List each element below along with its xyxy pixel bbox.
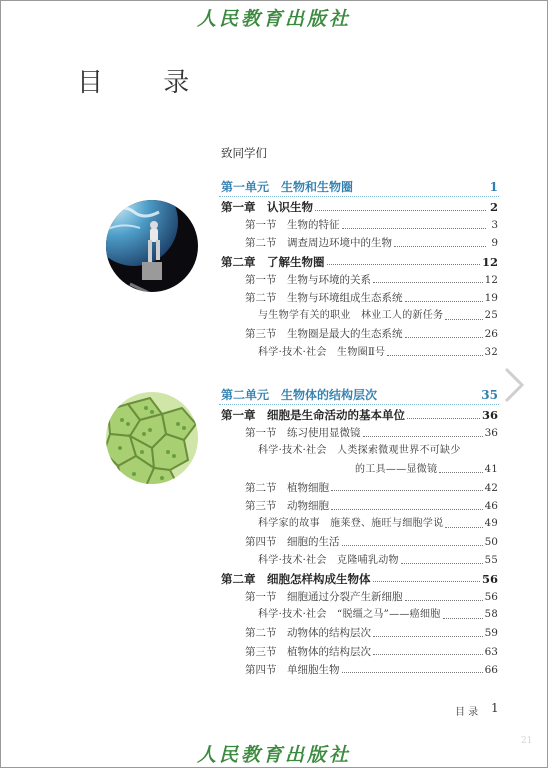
toc-section[interactable] xyxy=(245,535,498,549)
toc-entry-page: 26 xyxy=(484,328,498,341)
toc-feature[interactable] xyxy=(258,608,498,622)
unit-heading[interactable] xyxy=(221,180,498,194)
toc-entry-label: 第三节 植物体的结构层次 xyxy=(245,645,371,658)
greeting-entry: 致同学们 xyxy=(221,146,267,160)
toc-entry-label: 第四节 细胞的生活 xyxy=(245,536,340,549)
toc-feature[interactable] xyxy=(355,463,498,477)
toc-entry-label: 第二章 细胞怎样构成生物体 xyxy=(221,571,371,586)
toc-chapter[interactable] xyxy=(221,200,498,214)
toc-feature[interactable] xyxy=(258,554,498,568)
leader-dots xyxy=(387,355,482,356)
toc-section[interactable] xyxy=(245,273,498,287)
toc-entry-label: 第二节 植物细胞 xyxy=(245,481,329,494)
leader-dots xyxy=(394,246,486,247)
toc-entry-page: 25 xyxy=(484,310,498,322)
page-title: 目 录 xyxy=(77,68,216,98)
toc-section[interactable] xyxy=(245,590,498,604)
toc-entry-page: 55 xyxy=(484,554,498,566)
leader-dots xyxy=(327,264,480,265)
toc-entry-page: 32 xyxy=(484,346,498,358)
leader-dots xyxy=(405,301,483,302)
toc-entry-label: 第四节 单细胞生物 xyxy=(245,663,340,676)
toc-section[interactable] xyxy=(245,626,498,640)
toc-entry-label: 科学·技术·社会 人类探索微观世界不可缺少 xyxy=(258,445,461,457)
plant-cells-illustration xyxy=(104,390,200,486)
toc-feature[interactable] xyxy=(258,309,498,323)
leader-dots xyxy=(401,563,483,564)
toc-feature[interactable] xyxy=(258,517,498,531)
toc-feature[interactable] xyxy=(258,346,498,360)
toc-entry-page: 58 xyxy=(484,609,498,621)
toc-section[interactable] xyxy=(245,291,498,305)
toc-entry-label: 第一节 生物的特征 xyxy=(245,219,340,232)
leader-dots xyxy=(342,228,487,229)
toc-section[interactable] xyxy=(245,645,498,659)
toc-entry-page: 66 xyxy=(484,663,498,676)
toc-section[interactable] xyxy=(245,426,498,440)
toc-entry-label: 科学·技术·社会 生物圈Ⅱ号 xyxy=(258,346,386,358)
toc-section[interactable] xyxy=(245,327,498,341)
toc-chapter[interactable] xyxy=(221,572,498,586)
unit-page: 1 xyxy=(489,180,498,194)
toc-entry-page: 19 xyxy=(484,292,498,304)
toc-section[interactable] xyxy=(245,236,498,250)
toc-entry-label: 科学·技术·社会 “脱缰之马”——癌细胞 xyxy=(258,609,441,621)
unit-title: 第二单元 生物体的结构层次 xyxy=(221,388,378,402)
toc-entry-page: 63 xyxy=(484,645,498,658)
toc-section[interactable] xyxy=(245,218,498,232)
toc-entry-page: 2 xyxy=(489,200,498,214)
toc-entry-label: 第一节 生物与环境的关系 xyxy=(245,273,371,286)
unit-page: 35 xyxy=(481,388,498,402)
unit-divider xyxy=(219,196,499,197)
toc-section[interactable] xyxy=(245,663,498,677)
toc-entry-label: 第三节 动物细胞 xyxy=(245,500,329,512)
toc-entry-label: 第二节 动物体的结构层次 xyxy=(245,627,371,640)
toc-chapter[interactable] xyxy=(221,408,498,422)
leader-dots xyxy=(373,636,483,637)
leader-dots xyxy=(405,337,483,338)
toc-entry-label: 第一节 细胞通过分裂产生新细胞 xyxy=(245,591,403,603)
leader-dots xyxy=(445,319,482,320)
toc-entry-page: 56 xyxy=(481,571,498,586)
leader-dots xyxy=(405,600,483,601)
toc-entry-label: 第一章 细胞是生命活动的基本单位 xyxy=(221,408,405,422)
toc-section[interactable] xyxy=(245,481,498,495)
toc-entry-page: 41 xyxy=(484,463,498,475)
leader-dots xyxy=(373,581,480,582)
toc-entry-label: 的工具——显微镜 xyxy=(355,463,438,475)
publisher-logo-top: 人民教育出版社 xyxy=(196,8,351,30)
leader-dots xyxy=(445,527,482,528)
unit-heading[interactable] xyxy=(221,388,498,402)
toc-entry-page: 46 xyxy=(484,500,498,512)
unit-title: 第一单元 生物和生物圈 xyxy=(221,180,354,194)
footer-page-number: 1 xyxy=(491,701,499,715)
toc-entry-label: 第二节 调查周边环境中的生物 xyxy=(245,237,392,250)
leader-dots xyxy=(363,436,483,437)
leader-dots xyxy=(443,618,483,619)
leader-dots xyxy=(373,282,483,283)
toc-section[interactable] xyxy=(245,499,498,513)
toc-entry-page: 50 xyxy=(484,536,498,549)
astronaut-earth-illustration xyxy=(104,182,200,310)
leader-dots xyxy=(315,210,486,211)
faint-page-marker: 21 xyxy=(521,736,533,746)
toc-entry-label: 第二节 生物与环境组成生态系统 xyxy=(245,292,403,304)
chevron-right-icon[interactable] xyxy=(500,366,528,404)
toc-chapter[interactable] xyxy=(221,255,498,269)
leader-dots xyxy=(342,672,483,673)
footer-label: 目 录 xyxy=(455,707,479,718)
toc-entry-label: 第二章 了解生物圈 xyxy=(221,254,325,269)
toc-entry-label: 科学家的故事 施莱登、施旺与细胞学说 xyxy=(258,518,444,530)
toc-entry-label: 第一章 认识生物 xyxy=(221,200,313,214)
toc-entry-page: 59 xyxy=(484,627,498,640)
toc-entry-label: 第一节 练习使用显微镜 xyxy=(245,427,361,440)
leader-dots xyxy=(439,472,482,473)
toc-entry-page: 9 xyxy=(491,237,498,250)
toc-entry-label: 与生物学有关的职业 林业工人的新任务 xyxy=(258,310,444,322)
toc-entry-page: 12 xyxy=(481,254,498,269)
leader-dots xyxy=(331,490,483,491)
toc-entry-page: 36 xyxy=(481,408,498,422)
toc-entry-label: 科学·技术·社会 克隆哺乳动物 xyxy=(258,554,399,566)
toc-feature[interactable] xyxy=(258,444,498,458)
toc-entry-page: 12 xyxy=(484,273,498,286)
toc-entry-label: 第三节 生物圈是最大的生态系统 xyxy=(245,328,403,341)
toc-entry-page: 42 xyxy=(484,481,498,494)
toc-entry-page: 49 xyxy=(484,518,498,530)
toc-entry-page: 3 xyxy=(491,219,498,232)
leader-dots xyxy=(331,509,483,510)
unit-divider xyxy=(219,404,499,405)
toc-entry-page: 56 xyxy=(484,591,498,603)
leader-dots xyxy=(407,418,480,419)
leader-dots xyxy=(342,545,483,546)
toc-entry-page: 36 xyxy=(484,427,498,440)
leader-dots xyxy=(373,654,483,655)
publisher-logo-bottom: 人民教育出版社 xyxy=(196,744,351,766)
